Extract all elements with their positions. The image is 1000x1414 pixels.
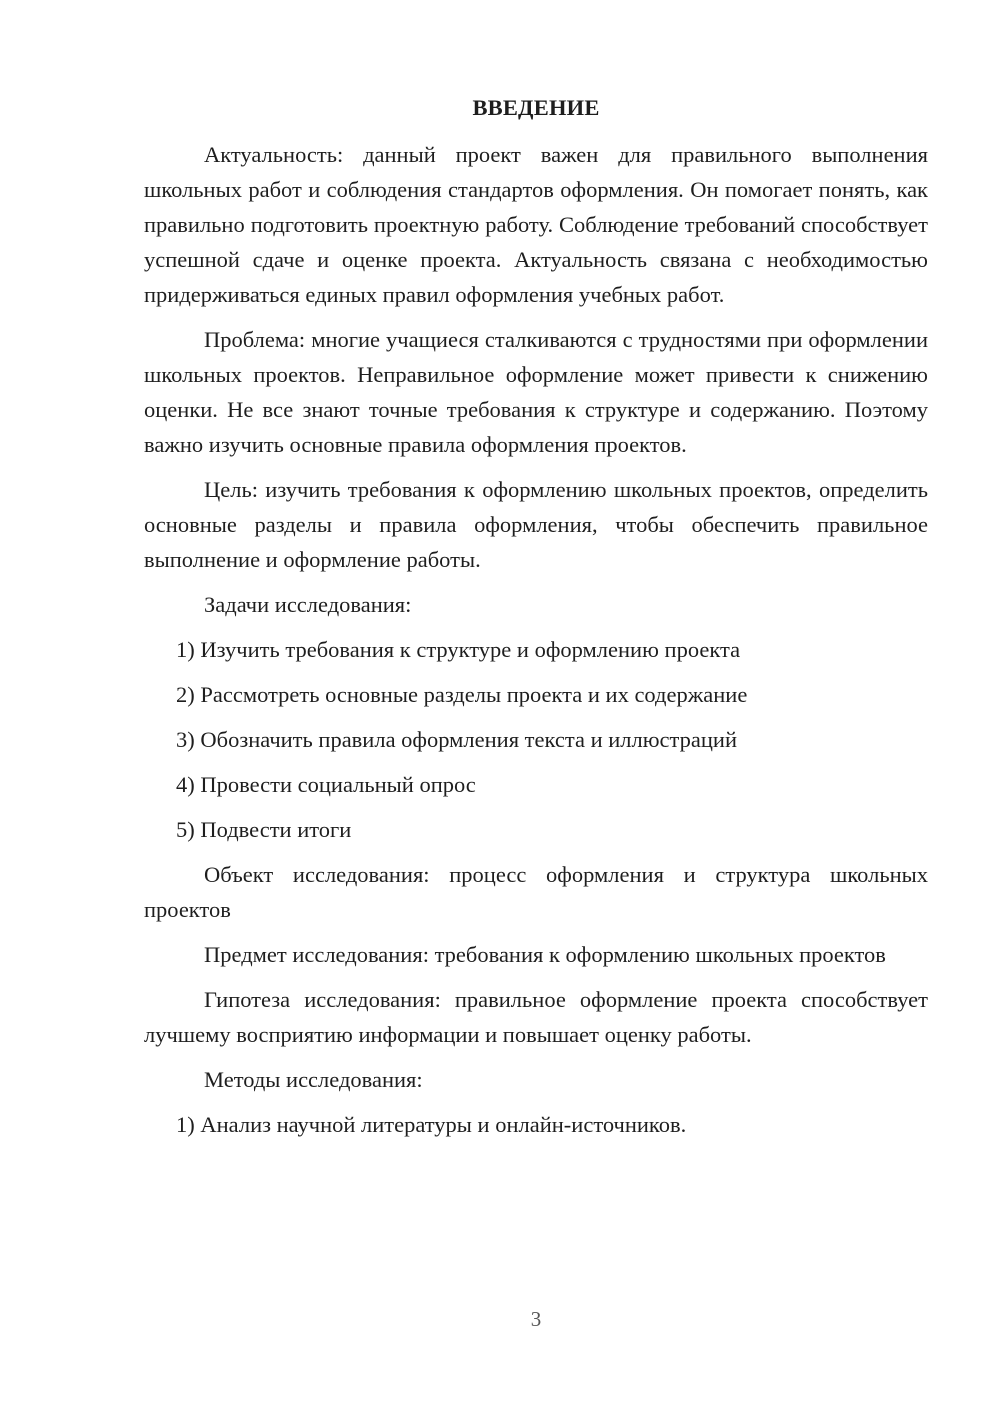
list-item: 5) Подвести итоги bbox=[176, 817, 352, 842]
list-item: 1) Анализ научной литературы и онлайн-источников. bbox=[176, 1112, 687, 1137]
subject-paragraph: Предмет исследования: требования к оформлению школьных проектов bbox=[204, 942, 886, 967]
section-heading: ВВЕДЕНИЕ bbox=[472, 95, 600, 120]
list-item: 3) Обозначить правила оформления текста и иллюстраций bbox=[176, 727, 738, 752]
list-item: 4) Провести социальный опрос bbox=[176, 772, 476, 797]
object-paragraph: Объект исследования: процесс оформления и структура школьных проектов bbox=[144, 862, 928, 922]
hypothesis-paragraph: Гипотеза исследования: правильное оформление проекта способствует лучшему восприятию информации и повышает оценку работы. bbox=[144, 987, 928, 1047]
methods-heading: Методы исследования: bbox=[204, 1067, 423, 1092]
page-number bbox=[0, 1304, 1000, 1334]
list-item: 2) Рассмотреть основные разделы проекта и их содержание bbox=[176, 682, 748, 707]
tasks-list bbox=[144, 632, 928, 847]
tasks-heading: Задачи исследования: bbox=[204, 592, 412, 617]
methods-list bbox=[144, 1107, 928, 1142]
list-item: 1) Изучить требования к структуре и оформлению проекта bbox=[176, 637, 741, 662]
page-number-text: 3 bbox=[530, 1307, 542, 1331]
problem-paragraph: Проблема: многие учащиеся сталкиваются с трудностями при оформлении школьных проектов. Неправильное оформление может привести к снижению оценки. Не все знают точные требования к структуре и содержанию. Поэтому важно изучить основные правила оформления проектов. bbox=[144, 327, 928, 457]
relevance-paragraph: Актуальность: данный проект важен для правильного выполнения школьных работ и соблюдения стандартов оформления. Он помогает понять, как правильно подготовить проектную работу. Соблюдение требований способствует успешной сдаче и оценке проекта. Актуальность связана с необходимостью придерживаться единых правил оформления учебных работ. bbox=[144, 142, 928, 307]
goal-paragraph: Цель: изучить требования к оформлению школьных проектов, определить основные разделы и правила оформления, чтобы обеспечить правильное выполнение и оформление работы. bbox=[144, 477, 928, 572]
page-content bbox=[144, 90, 928, 1142]
